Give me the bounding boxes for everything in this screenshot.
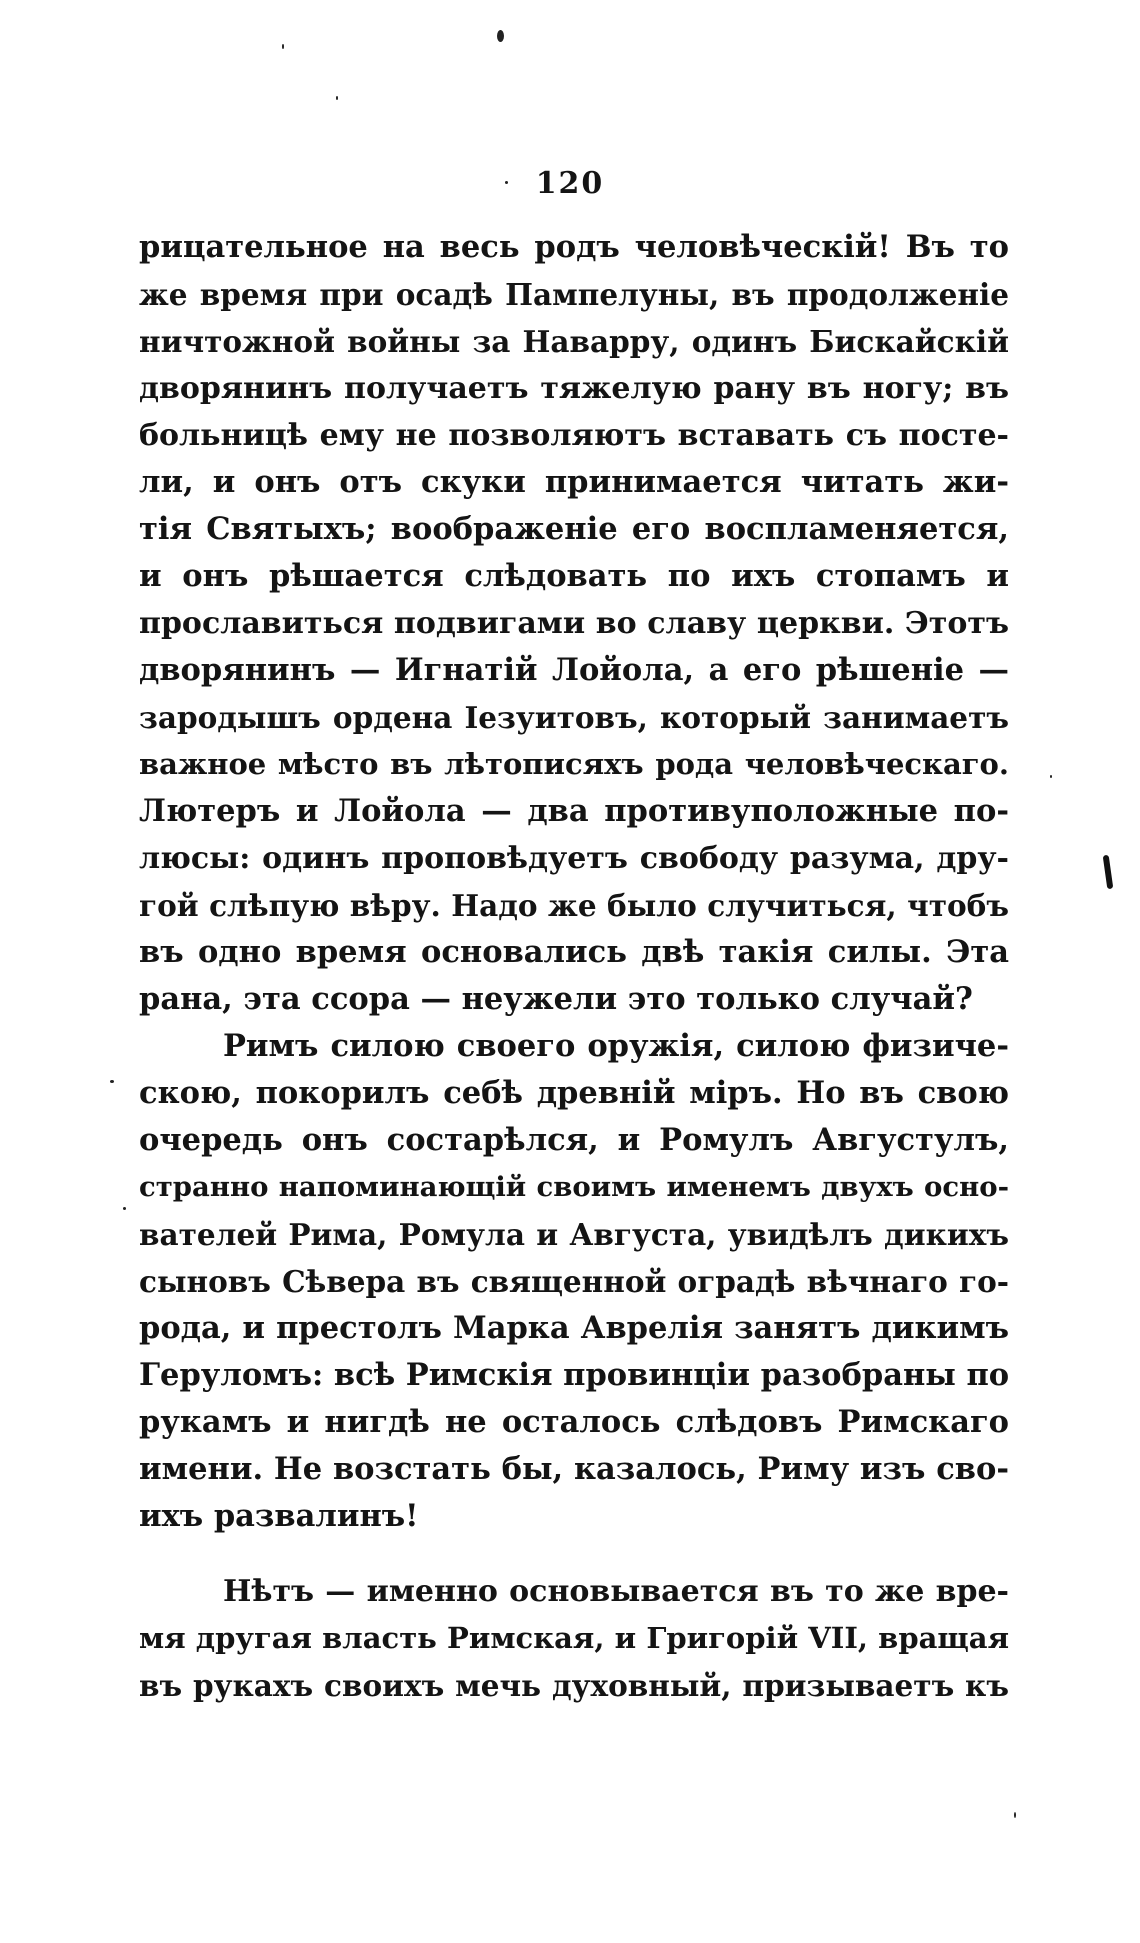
page-number: 120 xyxy=(535,166,605,201)
scan-speck xyxy=(110,1080,114,1083)
text-line: Геруломъ: всѣ Римскія провинціи разобраны по xyxy=(139,1357,1009,1393)
text-line: же время при осадѣ Пампелуны, въ продолженіе xyxy=(139,277,1009,312)
scan-speck xyxy=(1014,1812,1016,1818)
text-line: дворянинъ получаетъ тяжелую рану въ ногу; въ xyxy=(139,371,1009,406)
scan-speck xyxy=(123,1207,126,1210)
text-line: гой слѣпую вѣру. Надо же было случиться, чтобъ xyxy=(139,888,1009,923)
margin-mark xyxy=(1103,855,1114,890)
text-line: люсы: одинъ проповѣдуетъ свободу разума, дру- xyxy=(139,841,1009,876)
text-line: Лютеръ и Лойола — два противуположные по- xyxy=(139,793,1009,829)
body-text xyxy=(139,224,1009,1709)
text-line: странно напоминающій своимъ именемъ двухъ осно- xyxy=(139,1171,1009,1203)
text-line: прославиться подвигами во славу церкви. Этотъ xyxy=(139,606,1009,641)
scan-speck xyxy=(282,44,284,49)
text-line: мя другая власть Римская, и Григорій VII, вращая xyxy=(139,1621,1009,1655)
text-line: очередь онъ состарѣлся, и Ромулъ Августулъ, xyxy=(139,1122,1009,1158)
text-line: вателей Рима, Ромула и Августа, увидѣлъ дикихъ xyxy=(139,1217,1009,1252)
text-line: Нѣтъ — именно основывается въ то же вре- xyxy=(223,1574,1009,1609)
text-line: Римъ силою своего оружія, силою физиче- xyxy=(223,1028,1009,1064)
text-line: скою, покорилъ себѣ древній міръ. Но въ свою xyxy=(139,1075,1009,1111)
text-line: рукамъ и нигдѣ не осталось слѣдовъ Римскаго xyxy=(139,1404,1009,1440)
text-line: больницѣ ему не позволяютъ вставать съ посте- xyxy=(139,418,1009,453)
scan-speck xyxy=(336,96,338,100)
text-line: тія Святыхъ; воображеніе его воспламеняется, xyxy=(139,511,1009,547)
text-line: зародышъ ордена Іезуитовъ, который занимаетъ xyxy=(139,700,1009,735)
text-line: имени. Не возстать бы, казалось, Риму изъ сво- xyxy=(139,1451,1009,1487)
text-line: и онъ рѣшается слѣдовать по ихъ стопамъ и xyxy=(139,558,1009,594)
text-line: въ рукахъ своихъ мечь духовный, призываетъ къ xyxy=(139,1668,1009,1703)
text-line: ничтожной войны за Наварру, одинъ Бискайскій xyxy=(139,324,1009,359)
text-line: въ одно время основались двѣ такія силы. Эта xyxy=(139,934,1009,970)
text-line: ли, и онъ отъ скуки принимается читать жи- xyxy=(139,464,1009,500)
scan-speck xyxy=(505,181,508,184)
text-line: ихъ развалинъ! xyxy=(139,1498,419,1534)
text-line: дворянинъ — Игнатій Лойола, а его рѣшеніе — xyxy=(139,652,1009,688)
text-line: рода, и престолъ Марка Аврелія занятъ дикимъ xyxy=(139,1310,1009,1346)
text-line: рицательное на весь родъ человѣческій! Въ то xyxy=(139,229,1009,265)
text-line: сыновъ Сѣвера въ священной оградѣ вѣчнаго го- xyxy=(139,1264,1009,1299)
text-line: важное мѣсто въ лѣтописяхъ рода человѣческаго. xyxy=(139,747,1009,781)
text-line: рана, эта ссора — неужели это только случай? xyxy=(139,981,973,1017)
scan-speck xyxy=(1050,775,1052,778)
scan-speck xyxy=(497,30,504,42)
